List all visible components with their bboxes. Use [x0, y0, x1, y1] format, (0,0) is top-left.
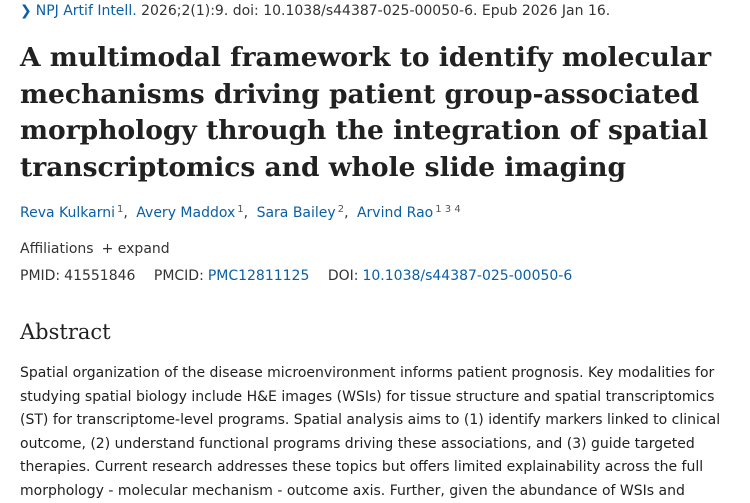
identifiers-row	[20, 268, 586, 284]
pmid-value: 41551846	[64, 268, 136, 284]
pmcid-link[interactable]: PMC12811125	[207, 268, 310, 284]
journal-link[interactable]: NPJ Artif Intell.	[35, 3, 137, 19]
author-affiliation-ref[interactable]: 1 3 4	[435, 204, 461, 215]
author-link[interactable]: Avery Maddox	[136, 205, 236, 221]
chevron-right-icon[interactable]: ❯	[20, 3, 32, 19]
author-affiliation-ref[interactable]: 2	[337, 204, 345, 215]
doi-link[interactable]: 10.1038/s44387-025-00050-6	[362, 268, 573, 284]
author-affiliation-ref[interactable]: 1	[117, 204, 124, 215]
affiliations-toggle[interactable]	[20, 241, 170, 257]
abstract-heading: Abstract	[20, 320, 111, 344]
author-link[interactable]: Reva Kulkarni	[20, 205, 115, 221]
author-list: Reva Kulkarni $^1$, Avery Maddox $^1$, Sara Bailey $^2$, Arvind Rao $^{1 3 4}$	[20, 204, 461, 221]
affiliations-label: Affiliations	[20, 241, 94, 257]
citation-line	[20, 3, 610, 19]
citation-details: 2026;2(1):9. doi: 10.1038/s44387-025-00050-6. Epub 2026 Jan 16.	[136, 3, 611, 19]
doi-label: DOI:	[327, 268, 359, 284]
expand-button[interactable]: + expand	[101, 241, 170, 257]
author-link[interactable]: Sara Bailey	[256, 205, 336, 221]
author-link[interactable]: Arvind Rao	[356, 205, 434, 221]
pmid-label: PMID:	[20, 268, 61, 284]
article-title: A multimodal framework to identify molecular mechanisms driving patient group-associated morphology through the integration of spatial transcriptomics and whole slide imaging	[20, 42, 712, 183]
abstract-text: Spatial organization of the disease microenvironment informs patient prognosis. Key modalities for studying spatial biology include H&E images (WSIs) for tissue structure and spatial transcriptomics (ST) for transcriptome-level programs. Spatial analysis aims to (1) identify markers linked to clinical outcome, (2) understand functional programs driving these associations, and (3) guide targeted therapies. Current research addresses these topics but offers limited explainability across the full morphology - molecular mechanism - outcome axis. Further, given the abundance of WSIs and	[20, 365, 721, 499]
pmcid-label: PMCID:	[153, 268, 204, 284]
author-affiliation-ref[interactable]: 1	[237, 204, 244, 215]
